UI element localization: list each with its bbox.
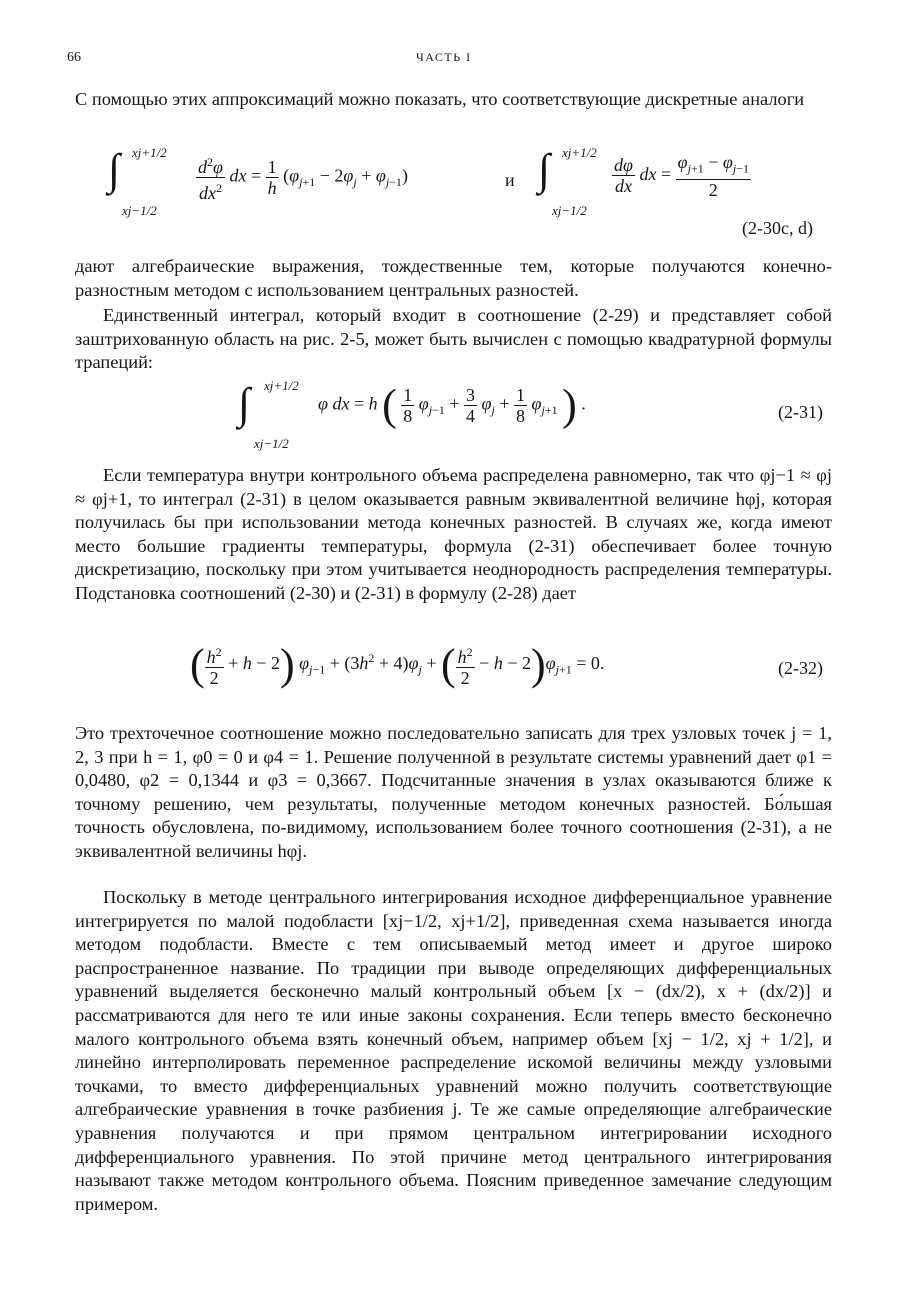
- equation-number-2-31: (2-31): [778, 402, 823, 422]
- upper-limit-3: xj+1/2: [264, 378, 299, 393]
- equation-2-30c-body: $\frac{d^2\varphi}{dx^2}$ dx = $\frac{1}{h}$ $(\varphi_{j+1} - 2\varphi_j + \varphi_{j-1})$: [196, 152, 408, 203]
- paragraph-4: Если температура внутри контрольного объема распределена равномерно, так что φj−1 ≈ φj ≈ φj+1, то интеграл (2-31) в целом оказывается равным эквивалентной величине hφj, которая получилась бы при использовании метода конечных разностей. В случаях же, когда имеют место большие градиенты температуры, формула (2-31) обеспечивает более точную дискретизацию, поскольку при этом учитывается неоднородность распределения температуры. Подстановка соотношений (2-30) и (2-31) в формулу (2-28) дает: [75, 465, 832, 603]
- equation-2-31-body: φ dx = h ( $\frac{1}{8}$ $\varphi_{j-1}$ + $\frac{3}{4}$ $\varphi_j$ + $\frac{1}{8}$ $\varphi_{j+1}$ ) .: [318, 380, 586, 430]
- equation-connector: и: [505, 170, 515, 190]
- equation-number-2-32: (2-32): [778, 658, 823, 678]
- paragraph-3: Единственный интеграл, который входит в соотношение (2-29) и представляет собой заштрихованную область на рис. 2-5, может быть вычислен с помощью квадратурной формулы трапеций:: [75, 305, 832, 373]
- integral-sign: ∫: [108, 145, 121, 194]
- lower-limit: xj−1/2: [122, 203, 157, 218]
- page-number: 66: [67, 50, 81, 65]
- equation-number-2-30: (2-30c, d): [742, 218, 813, 238]
- paragraph-5: Это трехточечное соотношение можно последовательно записать для трех узловых точек j = 1, 2, 3 при h = 1, φ0 = 0 и φ4 = 1. Решение полученной в результате системы уравнений дает φ1 = 0,0480, φ2 = 0,1344 и φ3 = 0,3667. Подсчитанные значения в узлах оказываются ближе к точному решению, чем результаты, полученные методом конечных разностей. Бо́льшая точность обусловлена, по-видимому, использованием более точного соотношения (2-31), а не эквивалентной величины hφj.: [75, 723, 832, 861]
- integral-sign-3: ∫: [238, 379, 251, 428]
- paragraph-1: С помощью этих аппроксимаций можно показать, что соответствующие дискретные аналоги: [75, 89, 805, 109]
- running-title: ЧАСТЬ I: [416, 50, 472, 64]
- equation-2-30d-body: $\frac{d\varphi}{dx}$ dx = $\frac{\varphi_{j+1} - \varphi_{j-1}}{2}$: [614, 152, 749, 200]
- equation-2-32-body: ( $\frac{h^2}{2}$ + h − 2) $\varphi_{j-1} + (3h^2 + 4)\varphi_j$ + ( $\frac{h^2}{2}$ − $h - 2)\varphi_{j+1} = 0$.: [190, 640, 605, 689]
- integral-sign-2: ∫: [538, 145, 551, 194]
- lower-limit-2: xj−1/2: [552, 203, 587, 218]
- upper-limit: xj+1/2: [132, 145, 167, 160]
- paragraph-2: дают алгебраические выражения, тождественные тем, которые получаются конечно-разностным методом с использованием центральных разностей.: [75, 256, 832, 300]
- upper-limit-2: xj+1/2: [562, 145, 597, 160]
- paragraph-6: Поскольку в методе центрального интегрирования исходное дифференциальное уравнение интегрируется по малой подобласти [xj−1/2, xj+1/2], приведенная схема называется иногда методом подобласти. Вместе с тем описываемый метод имеет и другое широко распространенное название. По традиции при выводе определяющих дифференциальных уравнений выделяется бесконечно малый контрольный объем [x − (dx/2), x + (dx/2)] и рассматриваются для него те или иные законы сохранения. Если теперь вместо бесконечно малого контрольного объема взять конечный объем, например объем [xj − 1/2, xj + 1/2], и линейно интерполировать переменное распределение искомой величины между узловыми точками, то вместо дифференциальных уравнений можно получить соответствующие алгебраические уравнения в точке разбиения j. Те же самые определяющие алгебраические уравнения получаются и при прямом центральном интегрировании исходного дифференциального уравнения. По этой причине метод центрального интегрирования называют также методом контрольного объема. Поясним приведенное замечание следующим примером.: [75, 887, 832, 1214]
- lower-limit-3: xj−1/2: [254, 436, 289, 451]
